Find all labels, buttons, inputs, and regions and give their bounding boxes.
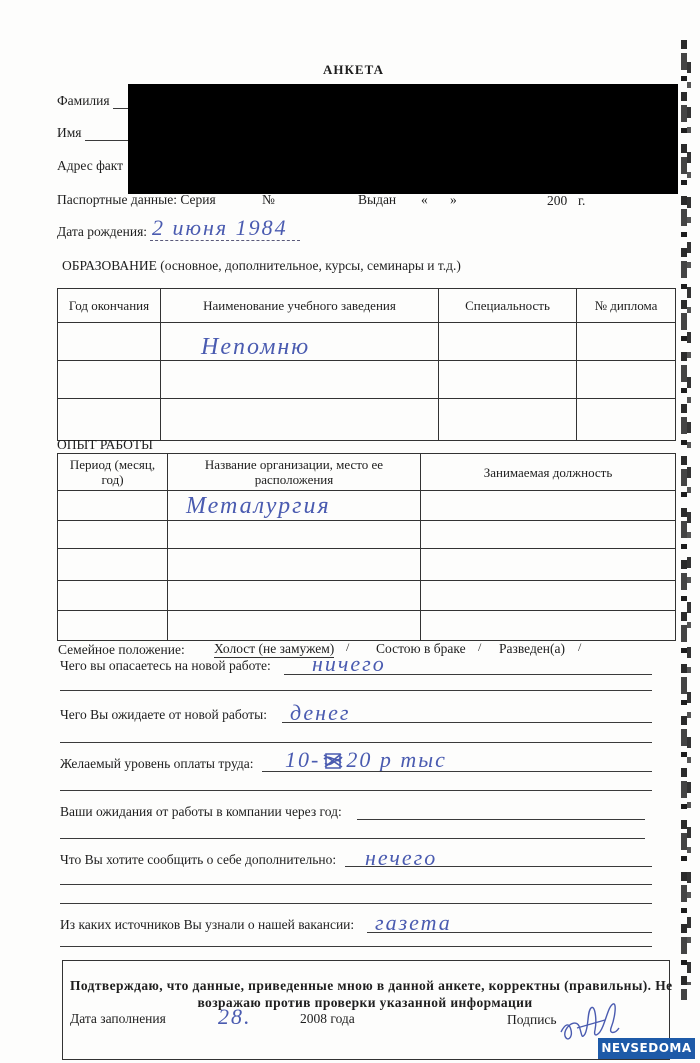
name-label: Имя xyxy=(57,125,82,140)
table-cell xyxy=(168,549,421,581)
confirmation-text-line1: Подтверждаю, что данные, приведенные мною в данной анкете, корректны (правильны). Не xyxy=(70,978,673,993)
vacancy-source-line xyxy=(367,932,652,933)
table-row xyxy=(58,361,676,399)
column-header-graduation-year: Год окончания xyxy=(58,289,161,323)
table-cell xyxy=(439,399,577,441)
table-cell xyxy=(168,611,421,641)
table-row xyxy=(58,399,676,441)
table-cell xyxy=(58,491,168,521)
salary-value-end: 20 р тыс xyxy=(346,747,447,772)
table-row xyxy=(58,521,676,549)
fill-date-label: Дата заполнения xyxy=(70,1011,166,1026)
vacancy-source-value: газета xyxy=(375,910,452,935)
additional-info-line xyxy=(345,866,652,867)
salary-line xyxy=(262,771,652,772)
table-cell xyxy=(58,361,161,399)
birth-date-value: 2 июня 1984 xyxy=(152,215,288,240)
additional-info-value: нечего xyxy=(365,845,438,870)
additional-info-label: Что Вы хотите сообщить о себе дополнительно: xyxy=(60,852,337,867)
expectations-line-extra xyxy=(60,742,652,743)
one-year-expectations-line xyxy=(357,819,645,820)
expectations-label: Чего Вы ожидаете от новой работы: xyxy=(60,707,267,722)
table-cell xyxy=(421,611,676,641)
table-row xyxy=(58,611,676,641)
vacancy-source-label: Из каких источников Вы узнали о нашей вакансии: xyxy=(60,917,355,932)
salary-value xyxy=(285,748,447,772)
table-row xyxy=(58,323,676,361)
education-heading: ОБРАЗОВАНИЕ (основное, дополнительное, курсы, семинары и т.д.) xyxy=(62,258,461,273)
table-cell xyxy=(439,361,577,399)
table-cell xyxy=(58,549,168,581)
salary-line-extra xyxy=(60,790,652,791)
fears-value: ничего xyxy=(312,651,386,676)
expectations-line xyxy=(282,722,652,723)
table-cell xyxy=(439,323,577,361)
birth-date-label: Дата рождения: xyxy=(57,224,148,239)
passport-quote-close: » xyxy=(450,192,457,207)
additional-info-line-extra xyxy=(60,884,652,885)
crossed-out-scribble-icon xyxy=(322,751,344,771)
marital-option-married: Состою в браке xyxy=(376,641,466,656)
education-table xyxy=(57,288,676,441)
fill-date-year: 2008 года xyxy=(300,1011,355,1026)
expectations-value: денег xyxy=(290,700,351,725)
column-header-institution: Наименование учебного заведения xyxy=(161,289,439,323)
redaction-block xyxy=(128,84,678,194)
table-cell xyxy=(421,549,676,581)
table-cell xyxy=(421,491,676,521)
scan-edge-artifact xyxy=(687,55,691,985)
watermark-badge: NEVSEDOMA xyxy=(598,1038,695,1059)
passport-quote-open: « xyxy=(421,192,428,207)
table-cell xyxy=(58,323,161,361)
table-cell xyxy=(577,323,676,361)
marital-separator: / xyxy=(478,640,482,654)
confirmation-text-line2: возражаю против проверки указанной информации xyxy=(197,995,533,1010)
work-table xyxy=(57,453,676,641)
fears-line xyxy=(284,674,652,675)
table-cell xyxy=(58,611,168,641)
table-row xyxy=(58,491,676,521)
salary-value-start: 10- xyxy=(285,747,321,772)
passport-year-suffix: г. xyxy=(578,193,586,208)
one-year-expectations-line-extra xyxy=(60,838,645,839)
column-header-organization: Название организации, место ее расположения xyxy=(168,454,421,491)
table-cell: Непомню xyxy=(161,323,439,361)
table-cell: Металургия xyxy=(168,491,421,521)
column-header-diploma-number: № диплома xyxy=(577,289,676,323)
vacancy-source-line-extra xyxy=(60,946,652,947)
additional-info-line-extra xyxy=(60,903,652,904)
marital-separator: / xyxy=(346,640,350,654)
passport-number-label: № xyxy=(262,192,275,207)
one-year-expectations-label: Ваши ожидания от работы в компании через год: xyxy=(60,804,342,819)
work-header-row xyxy=(58,454,676,491)
signature-label: Подпись xyxy=(507,1012,557,1027)
passport-issued-label: Выдан xyxy=(358,192,397,207)
table-cell xyxy=(421,581,676,611)
table-cell xyxy=(168,581,421,611)
table-cell xyxy=(161,399,439,441)
column-header-period: Период (месяц, год) xyxy=(58,454,168,491)
work-heading: ОПЫТ РАБОТЫ xyxy=(57,437,153,452)
table-row xyxy=(58,549,676,581)
fill-date-day: 28. xyxy=(218,1004,252,1029)
table-cell xyxy=(161,361,439,399)
birth-date-line xyxy=(150,240,300,241)
table-cell xyxy=(58,399,161,441)
surname-label: Фамилия xyxy=(57,93,110,108)
marital-option-divorced: Разведен(а) xyxy=(499,641,566,656)
column-header-position: Занимаемая должность xyxy=(421,454,676,491)
table-cell xyxy=(168,521,421,549)
table-cell xyxy=(577,361,676,399)
fears-label: Чего вы опасаетесь на новой работе: xyxy=(60,658,271,673)
salary-label: Желаемый уровень оплаты труда: xyxy=(60,756,254,771)
marital-status-label: Семейное положение: xyxy=(58,642,185,657)
marital-separator: / xyxy=(578,640,582,654)
table-cell xyxy=(421,521,676,549)
form-title: АНКЕТА xyxy=(323,62,385,77)
fears-line-extra xyxy=(60,690,652,691)
table-row xyxy=(58,581,676,611)
education-header-row xyxy=(58,289,676,323)
address-label: Адрес факт xyxy=(57,158,124,173)
table-cell xyxy=(58,581,168,611)
passport-year-prefix: 200 xyxy=(547,193,568,208)
table-cell xyxy=(58,521,168,549)
passport-label: Паспортные данные: Серия xyxy=(57,192,216,207)
table-cell xyxy=(577,399,676,441)
column-header-specialty: Специальность xyxy=(439,289,577,323)
marital-option-single: Холост (не замужем) xyxy=(214,641,335,656)
